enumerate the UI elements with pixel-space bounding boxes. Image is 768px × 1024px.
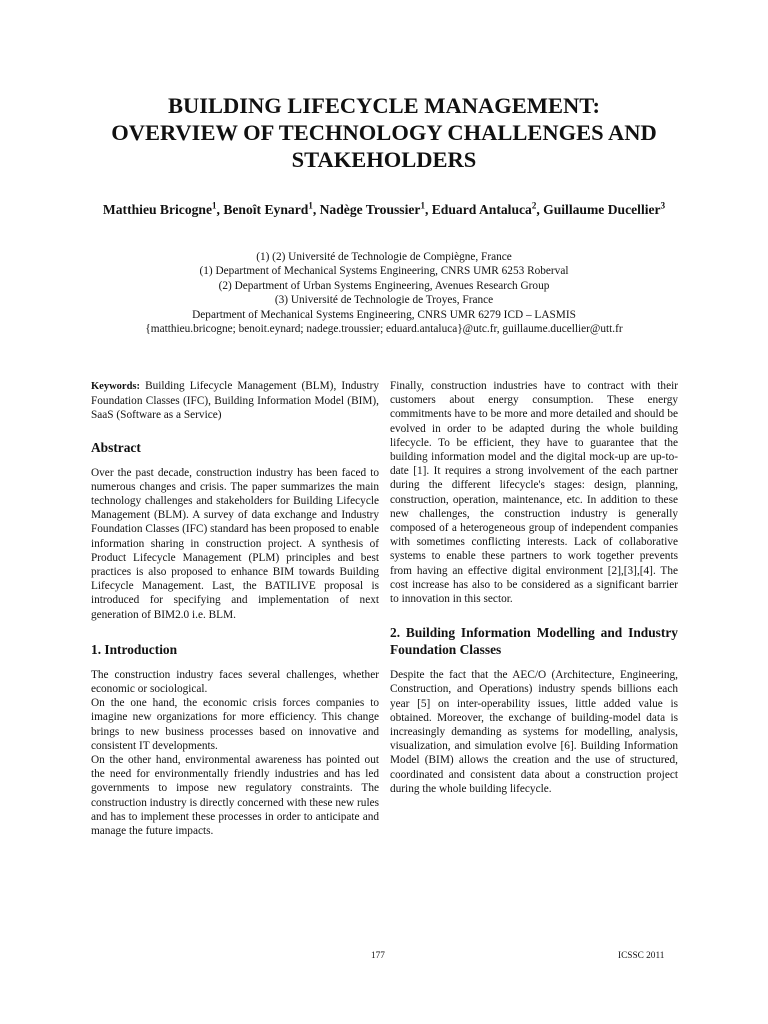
intro-paragraph: On the other hand, environmental awareness has pointed out the need for environmentally friendly industries and has led governments to impose new regulatory constraints. The construction industry is directly concerned with these new rules and has to implement these processes in order to anticipate and manage the future impacts. <box>91 754 379 838</box>
intro-paragraph: On the one hand, the economic crisis forces companies to imagine new organizations for more efficiency. This change brings to new business processes based on innovative and consistent IT developments. <box>91 697 379 752</box>
keywords-text: Building Lifecycle Management (BLM), Industry Foundation Classes (IFC), Building Information Model (BIM), SaaS (Software as a Service) <box>91 380 379 422</box>
author-emails: {matthieu.bricogne; benoit.eynard; nadege.troussier; eduard.antaluca}@utc.fr, guillaume.ducellier@utt.fr <box>145 323 623 336</box>
affiliation-line: (3) Université de Technologie de Troyes, France <box>274 294 494 307</box>
keywords-label: Keywords: <box>91 381 140 392</box>
affiliation-line: (2) Department of Urban Systems Engineering, Avenues Research Group <box>218 279 550 292</box>
affiliations <box>60 250 708 336</box>
introduction-heading: 1. Introduction <box>91 641 178 657</box>
author-affil-mark: 3 <box>660 200 666 211</box>
title-line-3: STAKEHOLDERS <box>291 147 477 172</box>
author-name: Nadège Troussier <box>319 202 421 217</box>
left-column <box>91 379 379 838</box>
author-list: Matthieu Bricogne$^1$, Benoît Eynard$^1$, Nadège Troussier$^1$, Eduard Antaluca$^2$, Guillaume Ducellier$^3$ <box>102 200 666 217</box>
conference-name: ICSSC 2011 <box>618 951 665 961</box>
author-name: Eduard Antaluca <box>431 202 532 217</box>
author-affil-mark: 1 <box>420 200 425 211</box>
author-affil-mark: 2 <box>531 200 537 211</box>
section-2-heading: 2. Building Information Modelling and Industry Foundation Classes <box>390 625 678 658</box>
affiliation-line: Department of Mechanical Systems Engineering, CNRS UMR 6279 ICD – LASMIS <box>192 308 576 321</box>
keywords <box>91 379 379 423</box>
page-number: 177 <box>371 951 385 961</box>
abstract-heading: Abstract <box>91 439 141 455</box>
title-line-2: OVERVIEW OF TECHNOLOGY CHALLENGES AND <box>111 120 657 145</box>
intro-paragraph: The construction industry faces several challenges, whether economic or sociological. <box>91 668 379 696</box>
title-line-1: BUILDING LIFECYCLE MANAGEMENT: <box>167 93 601 118</box>
author-affil-mark: 1 <box>308 200 313 211</box>
section-2-text: Despite the fact that the AEC/O (Architecture, Engineering, Construction, and Operations) industry spends billions each year [5] on inter-operability issues, little added value is obtained. Moreover, the exchange of building-model data is increasingly demanding as systems for modelling, analysis, visualization, and simulation evolve [6]. Building Information Model (BIM) allows the creation and the use of structured, coordinated and consistent data about a construction project during the whole building lifecycle. <box>390 669 678 795</box>
paper-title <box>60 92 708 173</box>
right-column <box>390 379 678 796</box>
intro-paragraph: Finally, construction industries have to contract with their customers about energy consumption. These energy commitments have to be more and more detailed and should be evolved in order to be adapted during the whole building lifecycle. To be efficient, they have to guarantee that the building information model and the digital mock-up are up-to-date [1]. It requires a strong involvement of the each partner during the different lifecycle's stages: design, planning, construction, operation, maintenance, etc. In addition to these new challenges, the construction industry is generally composed of a heterogeneous group of independent companies with sometimes conflicting interests. Lack of collaborative systems to enable these partners to work together prevents from having an effective digital environment [2],[3],[4]. The cost increase has also to be considered as a significant barrier to innovation in this sector. <box>390 380 678 606</box>
author-name: Benoît Eynard <box>223 202 309 217</box>
affiliation-line: (1) (2) Université de Technologie de Compiègne, France <box>256 251 512 263</box>
affiliation-line: (1) Department of Mechanical Systems Engineering, CNRS UMR 6253 Roberval <box>199 265 569 278</box>
author-name: Guillaume Ducellier <box>543 202 661 217</box>
author-affil-mark: 1 <box>212 200 217 211</box>
abstract-text: Over the past decade, construction industry has been faced to numerous changes and crisis. The paper summarizes the main technology challenges and stakeholders for Building Lifecycle Management (BLM). A survey of data exchange and Industry Foundation Classes (IFC) standard has been proposed to enable information sharing in construction project. A synthesis of Product Lifecycle Management (PLM) principles and best practices is also proposed to enhance BIM towards Building Lifecycle Management. Last, the BATILIVE proposal is introduced for specifying and implementation of next generation of BIM2.0 i.e. BLM. <box>91 466 379 621</box>
author-name: Matthieu Bricogne <box>102 202 213 217</box>
